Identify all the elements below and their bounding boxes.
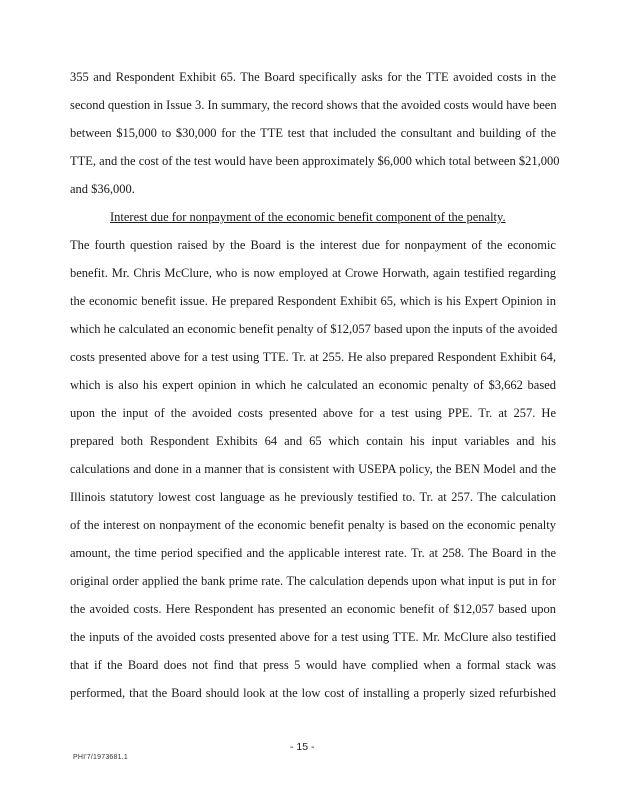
- paragraph-2-line: costs presented above for a test using TTE. Tr. at 255. He also prepared Respondent Exhibit 64,: [70, 350, 556, 364]
- paragraph-2-line: benefit. Mr. Chris McClure, who is now employed at Crowe Horwath, again testified regarding: [70, 266, 556, 280]
- paragraph-2-line: prepared both Respondent Exhibits 64 and 65 which contain his input variables and his: [70, 434, 556, 448]
- paragraph-2-line: amount, the time period specified and the applicable interest rate. Tr. at 258. The Board in the: [70, 546, 556, 560]
- page-number: - 15 -: [290, 741, 315, 753]
- paragraph-1-line: between $15,000 to $30,000 for the TTE test that included the consultant and building of the: [70, 126, 556, 140]
- document-id: PHI'7/1973681.1: [73, 754, 128, 761]
- section-heading: Interest due for nonpayment of the economic benefit component of the penalty.: [110, 210, 506, 224]
- paragraph-2-line: that if the Board does not find that press 5 would have complied when a formal stack was: [70, 658, 556, 672]
- paragraph-2-line: which he calculated an economic benefit penalty of $12,057 based upon the inputs of the avoided: [70, 322, 558, 336]
- paragraph-2-line: calculations and done in a manner that is consistent with USEPA policy, the BEN Model and the: [70, 462, 556, 476]
- paragraph-2-line: the economic benefit issue. He prepared Respondent Exhibit 65, which is his Expert Opinion in: [70, 294, 556, 308]
- paragraph-1-line: second question in Issue 3. In summary, the record shows that the avoided costs would have been: [70, 98, 557, 112]
- paragraph-2-line: of the interest on nonpayment of the economic benefit penalty is based on the economic penalty: [70, 518, 556, 532]
- paragraph-1-line: and $36,000.: [70, 182, 135, 196]
- paragraph-1-line: TTE, and the cost of the test would have been approximately $6,000 which total between $21,000: [70, 154, 560, 168]
- paragraph-2-line: which is also his expert opinion in which he calculated an economic penalty of $3,662 based: [70, 378, 556, 392]
- paragraph-2-line: Illinois statutory lowest cost language as he previously testified to. Tr. at 257. The calculation: [70, 490, 556, 504]
- paragraph-2-line: The fourth question raised by the Board is the interest due for nonpayment of the economic: [70, 238, 556, 252]
- paragraph-2-line: original order applied the bank prime rate. The calculation depends upon what input is put in for: [70, 574, 556, 588]
- paragraph-2-line: the inputs of the avoided costs presented above for a test using TTE. Mr. McClure also testified: [70, 630, 556, 644]
- paragraph-2-line: performed, that the Board should look at the low cost of installing a properly sized refurbished: [70, 686, 556, 700]
- paragraph-1-line: 355 and Respondent Exhibit 65. The Board specifically asks for the TTE avoided costs in the: [70, 70, 556, 84]
- paragraph-2-line: upon the input of the avoided costs presented above for a test using PPE. Tr. at 257. He: [70, 406, 556, 420]
- paragraph-2-line: the avoided costs. Here Respondent has presented an economic benefit of $12,057 based upon: [70, 602, 556, 616]
